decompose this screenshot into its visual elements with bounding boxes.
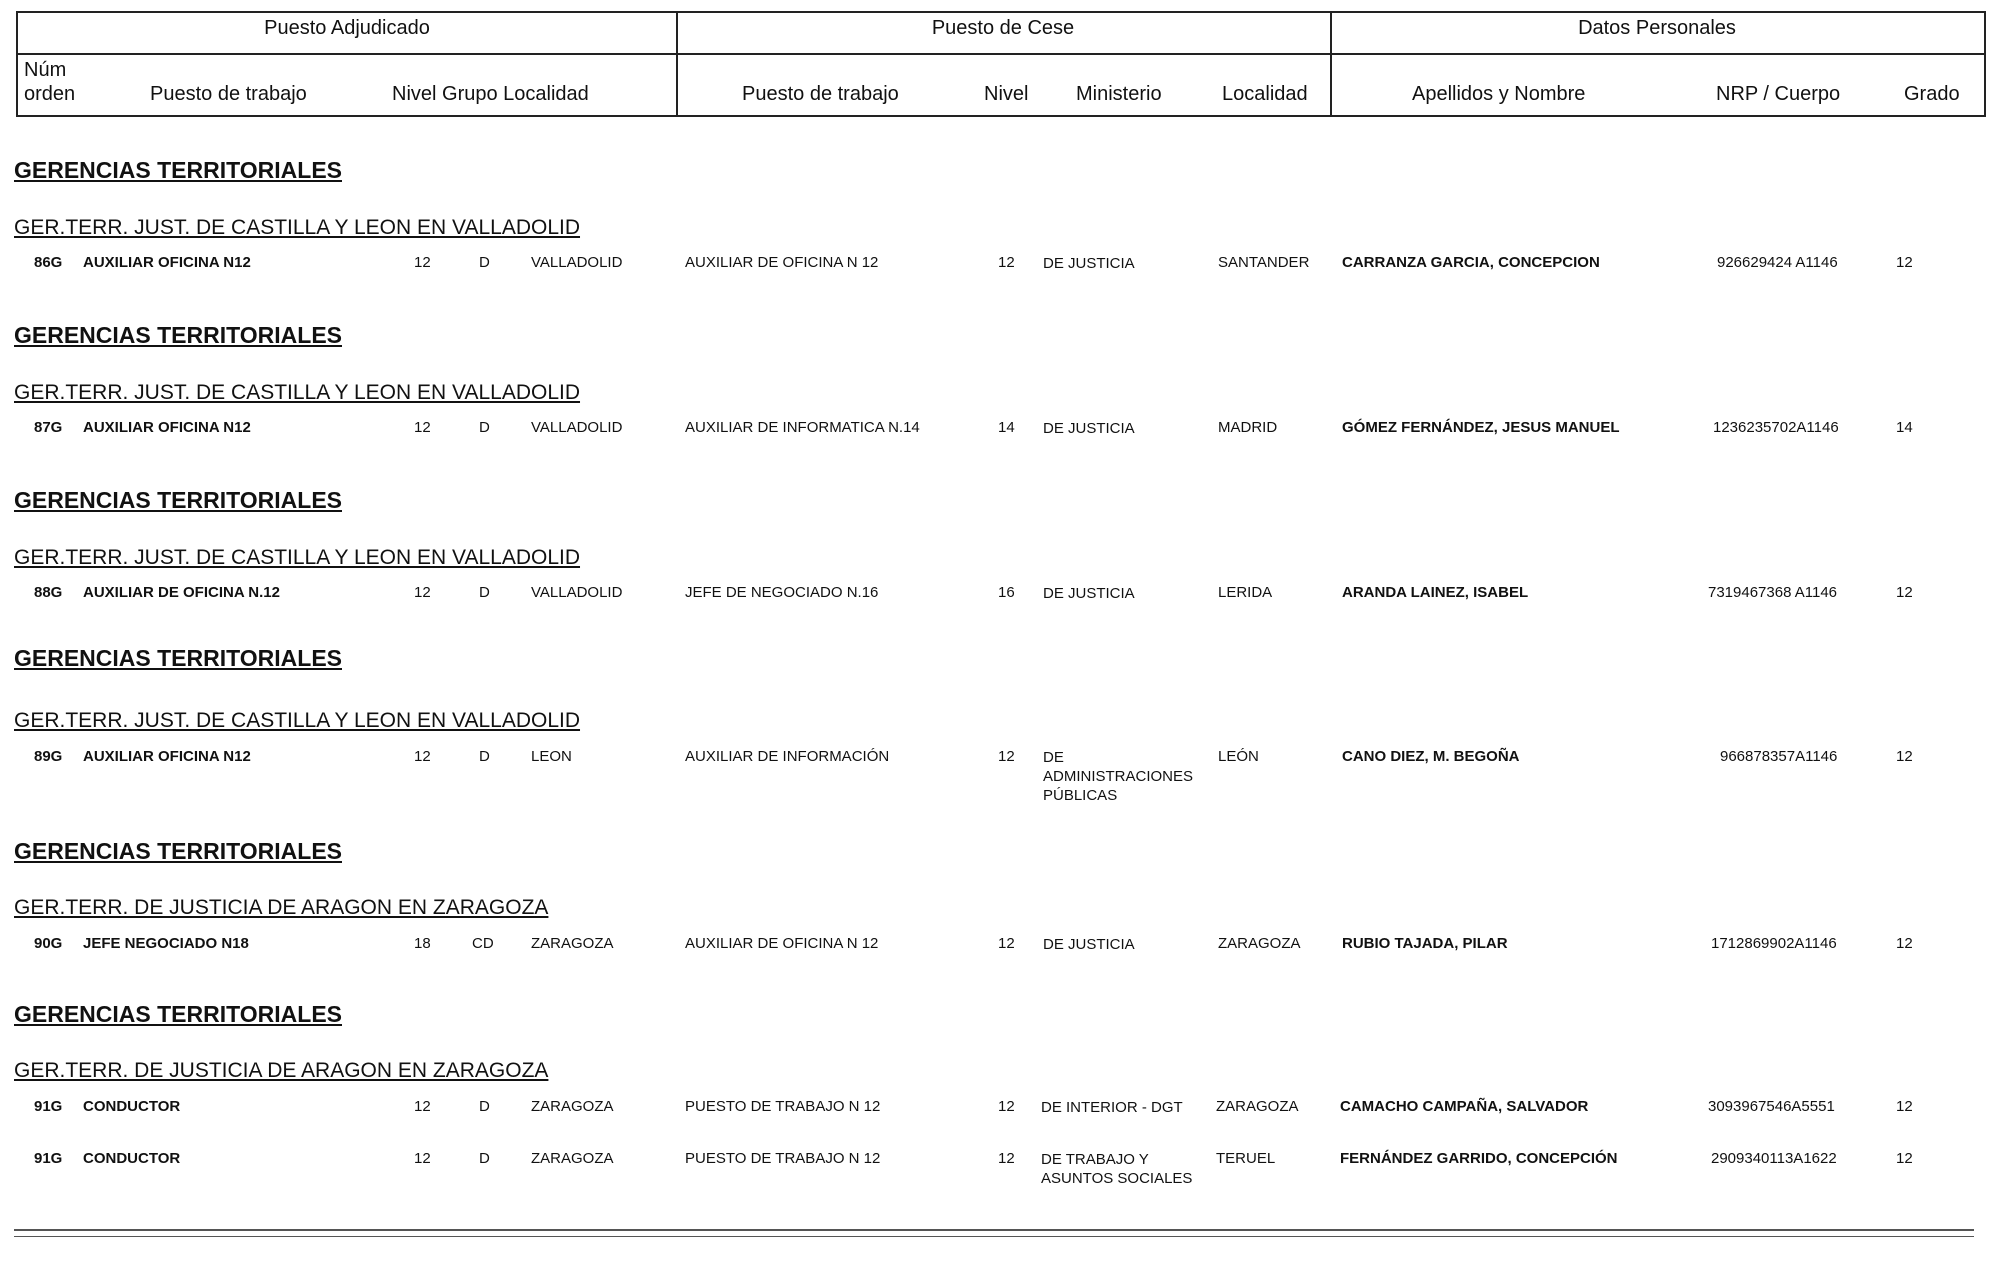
cell-puesto: AUXILIAR OFICINA N12 [83,419,251,436]
cell-puesto-cese: AUXILIAR DE INFORMACIÓN [685,748,890,765]
cell-puesto: AUXILIAR DE OFICINA N.12 [83,584,280,601]
cell-nombre: ARANDA LAINEZ, ISABEL [1342,584,1529,601]
cell-grado: 12 [1896,935,1913,952]
cell-nivel: 12 [414,584,431,601]
cell-localidad: ZARAGOZA [531,1150,614,1167]
col-puesto-cese: Puesto de trabajo [742,83,899,105]
table-row [0,584,2000,644]
cell-localidad: VALLADOLID [531,254,623,271]
cell-grupo: D [479,584,490,601]
cell-orden: 91G [34,1150,63,1167]
cell-localidad-cese: LERIDA [1218,584,1273,601]
cell-localidad-cese: LEÓN [1218,748,1259,765]
footer-divider [14,1236,1974,1237]
section-subheading: GER.TERR. DE JUSTICIA DE ARAGON EN ZARAGOZA [14,896,549,919]
col-nivel: Nivel [984,83,1029,105]
group-puesto-adjudicado: Puesto Adjudicado [264,17,430,39]
col-localidad: Localidad [1222,83,1308,105]
cell-grupo: D [479,1098,490,1115]
cell-localidad-cese: TERUEL [1216,1150,1276,1167]
table-row [0,254,2000,314]
cell-orden: 91G [34,1098,63,1115]
cell-puesto: AUXILIAR OFICINA N12 [83,748,251,765]
cell-ministerio: DE JUSTICIA [1043,255,1135,272]
cell-nivel: 18 [414,935,431,952]
cell-puesto: JEFE NEGOCIADO N18 [83,935,249,952]
table-row [0,1098,2000,1158]
cell-puesto-cese: PUESTO DE TRABAJO N 12 [685,1150,881,1167]
cell-puesto: AUXILIAR OFICINA N12 [83,254,251,271]
cell-grupo: D [479,254,490,271]
col-num-orden-2: orden [24,83,76,105]
cell-orden: 86G [34,254,63,271]
cell-puesto-cese: PUESTO DE TRABAJO N 12 [685,1098,881,1115]
cell-localidad-cese: MADRID [1218,419,1278,436]
cell-localidad-cese: SANTANDER [1218,254,1310,271]
table-row [0,419,2000,479]
cell-grado: 12 [1896,1098,1913,1115]
cell-ministerio: DE JUSTICIA [1043,420,1135,437]
cell-nrp: 3093967546A5551 [1708,1098,1835,1115]
table-row [0,748,2000,808]
cell-grado: 12 [1896,584,1913,601]
col-num-orden: Núm [24,59,67,81]
col-puesto-adjudicado: Puesto de trabajo [150,83,307,105]
section-subheading: GER.TERR. JUST. DE CASTILLA Y LEON EN VALLADOLID [14,216,581,239]
cell-ministerio: DE INTERIOR - DGT [1041,1099,1183,1116]
cell-localidad: VALLADOLID [531,419,623,436]
cell-nivel: 12 [414,1150,431,1167]
cell-puesto-cese: AUXILIAR DE INFORMATICA N.14 [685,419,920,436]
col-nivel-grupo-localidad: Nivel Grupo Localidad [392,83,589,105]
cell-ministerio: DE JUSTICIA [1043,936,1135,953]
cell-grado: 12 [1896,254,1913,271]
divider [18,53,1984,55]
section-subheading: GER.TERR. JUST. DE CASTILLA Y LEON EN VALLADOLID [14,381,581,404]
cell-orden: 89G [34,748,63,765]
cell-puesto-cese: JEFE DE NEGOCIADO N.16 [685,584,879,601]
cell-nivel: 12 [414,1098,431,1115]
cell-nivel-cese: 12 [998,748,1015,765]
cell-nivel-cese: 16 [998,584,1015,601]
cell-nombre: CAMACHO CAMPAÑA, SALVADOR [1340,1098,1589,1115]
cell-nivel-cese: 12 [998,254,1015,271]
table-header [16,11,1986,117]
section-subheading: GER.TERR. DE JUSTICIA DE ARAGON EN ZARAGOZA [14,1059,549,1082]
col-grado: Grado [1904,83,1960,105]
col-ministerio: Ministerio [1076,83,1162,105]
cell-localidad-cese: ZARAGOZA [1216,1098,1299,1115]
section-heading: GERENCIAS TERRITORIALES [14,645,342,671]
cell-ministerio: DE ADMINISTRACIONES PÚBLICAS [1043,749,1194,804]
cell-localidad-cese: ZARAGOZA [1218,935,1301,952]
cell-nombre: CANO DIEZ, M. BEGOÑA [1342,748,1520,765]
section-heading: GERENCIAS TERRITORIALES [14,838,342,864]
group-datos-personales: Datos Personales [1578,17,1736,39]
cell-nivel: 12 [414,419,431,436]
cell-orden: 87G [34,419,63,436]
cell-grupo: D [479,1150,490,1167]
section-heading: GERENCIAS TERRITORIALES [14,322,342,348]
cell-nrp: 926629424 A1146 [1717,254,1838,271]
cell-grado: 12 [1896,1150,1913,1167]
cell-localidad: LEON [531,748,572,765]
cell-nivel-cese: 12 [998,1098,1015,1115]
cell-nrp: 7319467368 A1146 [1708,584,1838,601]
cell-grupo: D [479,748,490,765]
cell-nivel-cese: 12 [998,935,1015,952]
cell-grado: 14 [1896,419,1913,436]
group-puesto-cese: Puesto de Cese [931,17,1075,39]
col-nrp-cuerpo: NRP / Cuerpo [1716,83,1841,105]
cell-ministerio: DE JUSTICIA [1043,585,1135,602]
cell-nombre: GÓMEZ FERNÁNDEZ, JESUS MANUEL [1342,419,1620,436]
cell-nrp: 1712869902A1146 [1711,935,1837,952]
footer-divider [14,1229,1974,1231]
cell-nivel-cese: 12 [998,1150,1015,1167]
section-heading: GERENCIAS TERRITORIALES [14,157,342,183]
section-heading: GERENCIAS TERRITORIALES [14,487,342,513]
cell-nrp: 2909340113A1622 [1711,1150,1837,1167]
cell-orden: 90G [34,935,63,952]
cell-puesto-cese: AUXILIAR DE OFICINA N 12 [685,254,879,271]
cell-puesto-cese: AUXILIAR DE OFICINA N 12 [685,935,879,952]
section-subheading: GER.TERR. JUST. DE CASTILLA Y LEON EN VALLADOLID [14,546,581,569]
cell-grupo: CD [472,935,494,952]
cell-nivel: 12 [414,748,431,765]
cell-nivel-cese: 14 [998,419,1015,436]
table-row [0,1150,2000,1210]
section-heading: GERENCIAS TERRITORIALES [14,1001,342,1027]
cell-nivel: 12 [414,254,431,271]
col-apellidos-nombre: Apellidos y Nombre [1412,83,1586,105]
cell-nombre: RUBIO TAJADA, PILAR [1342,935,1508,952]
cell-grado: 12 [1896,748,1913,765]
cell-localidad: ZARAGOZA [531,935,614,952]
cell-ministerio: DE TRABAJO Y ASUNTOS SOCIALES [1041,1151,1193,1187]
cell-puesto: CONDUCTOR [83,1098,181,1115]
cell-puesto: CONDUCTOR [83,1150,181,1167]
cell-nombre: FERNÁNDEZ GARRIDO, CONCEPCIÓN [1340,1150,1618,1167]
section-subheading: GER.TERR. JUST. DE CASTILLA Y LEON EN VALLADOLID [14,709,581,732]
table-row [0,935,2000,995]
cell-nrp: 1236235702A1146 [1713,419,1839,436]
cell-nrp: 966878357A1146 [1720,748,1838,765]
cell-nombre: CARRANZA GARCIA, CONCEPCION [1342,254,1600,271]
cell-localidad: ZARAGOZA [531,1098,614,1115]
cell-localidad: VALLADOLID [531,584,623,601]
cell-grupo: D [479,419,490,436]
cell-orden: 88G [34,584,63,601]
